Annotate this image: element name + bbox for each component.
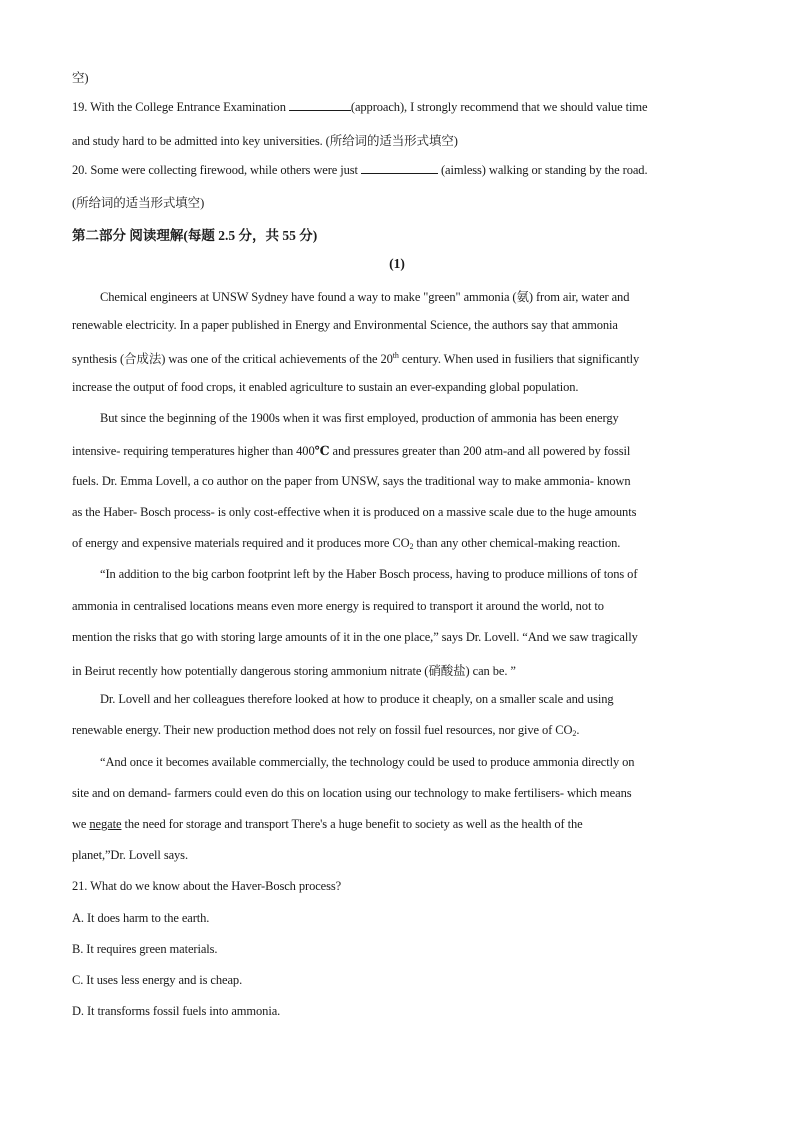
q19-line1 (72, 99, 647, 115)
p2-line2 (72, 443, 630, 459)
p2-line4: as the Haber- Bosch process- is only cost-effective when it is produced on a massive scale due to the huge amounts (72, 505, 637, 519)
p2-degree-sign: ℃ (314, 444, 330, 458)
p4-line2b: . (576, 723, 580, 737)
q21-option-c[interactable]: C. It uses less energy and is cheap. (72, 973, 243, 987)
p3-line1: “In addition to the big carbon footprint left by the Haber Bosch process, having to produce millions of tons of (100, 567, 638, 581)
p4-subscript: 2 (572, 729, 577, 738)
p5-line1: “And once it becomes available commercially, the technology could be used to produce ammonia directly on (100, 755, 635, 769)
q20-before: 20. Some were collecting firewood, while others were just (72, 163, 361, 177)
q21-option-a[interactable]: A. It does harm to the earth. (72, 911, 210, 925)
p5-line4: planet,”Dr. Lovell says. (72, 848, 188, 862)
p1-line3a: synthesis (合成法) was one of the critical achievements of the 20 (72, 352, 393, 366)
q21-option-b[interactable]: B. It requires green materials. (72, 942, 218, 956)
q21-stem: 21. What do we know about the Haver-Bosch process? (72, 879, 342, 893)
p2-line1: But since the beginning of the 1900s when it was first employed, production of ammonia has been energy (100, 411, 619, 425)
p1-line2: renewable electricity. In a paper published in Energy and Environmental Science, the authors say that ammonia (72, 318, 618, 332)
q19-line2: and study hard to be admitted into key universities. (所给词的适当形式填空) (72, 134, 458, 148)
p2-line3: fuels. Dr. Emma Lovell, a co author on the paper from UNSW, says the traditional way to make ammonia- known (72, 474, 631, 488)
q19-after: (approach), I strongly recommend that we should value time (350, 100, 648, 114)
p5-line3 (72, 817, 583, 832)
q18-tail: 空) (72, 71, 89, 85)
p1-line3 (72, 349, 639, 367)
p2-line2a: intensive- requiring temperatures higher than 400 (72, 444, 315, 458)
p2-line5a: of energy and expensive materials required and it produces more CO (72, 536, 410, 550)
p4-line1: Dr. Lovell and her colleagues therefore looked at how to produce it cheaply, on a smaller scale and using (100, 692, 614, 706)
p5-line2: site and on demand- farmers could even do this on location using our technology to make fertilisers- which means (72, 786, 632, 800)
q20-line1 (72, 162, 647, 178)
q21-option-d[interactable]: D. It transforms fossil fuels into ammonia. (72, 1004, 281, 1018)
passage-number: (1) (389, 256, 405, 271)
p1-line1: Chemical engineers at UNSW Sydney have found a way to make "green" ammonia (氨) from air, water and (100, 290, 630, 304)
p3-line3: mention the risks that go with storing large amounts of it in the one place,” says Dr. Lovell. “And we saw tragically (72, 630, 638, 644)
p4-line2a: renewable energy. Their new production method does not rely on fossil fuel resources, nor give of CO (72, 723, 573, 737)
underlined-word-negate: negate (89, 817, 122, 831)
p2-line5 (72, 536, 620, 551)
q19-answer-blank[interactable] (289, 99, 351, 111)
p2-line2b: and pressures greater than 200 atm-and all powered by fossil (329, 444, 631, 458)
q20-answer-blank[interactable] (361, 162, 438, 174)
p1-line4: increase the output of food crops, it enabled agriculture to sustain an ever-expanding global population. (72, 380, 579, 394)
p3-line2: ammonia in centralised locations means even more energy is required to transport it around the world, not to (72, 599, 604, 613)
q19-before: 19. With the College Entrance Examination (72, 100, 289, 114)
p1-superscript: th (392, 351, 399, 360)
q20-after: (aimless) walking or standing by the road. (437, 163, 648, 177)
p5-line3b: the need for storage and transport There's a huge benefit to society as well as the health of the (121, 817, 583, 831)
p5-line3a: we (72, 817, 90, 831)
p3-line4: in Beirut recently how potentially dangerous storing ammonium nitrate (硝酸盐) can be. ” (72, 664, 516, 678)
q20-line2: (所给词的适当形式填空) (72, 196, 205, 210)
p4-line2 (72, 723, 579, 738)
p1-line3b: century. When used in fusiliers that significantly (398, 352, 640, 366)
p2-subscript: 2 (409, 542, 414, 551)
section-title: 第二部分 阅读理解(每题 2.5 分，共 55 分) (72, 228, 318, 243)
p2-line5b: than any other chemical-making reaction. (413, 536, 621, 550)
